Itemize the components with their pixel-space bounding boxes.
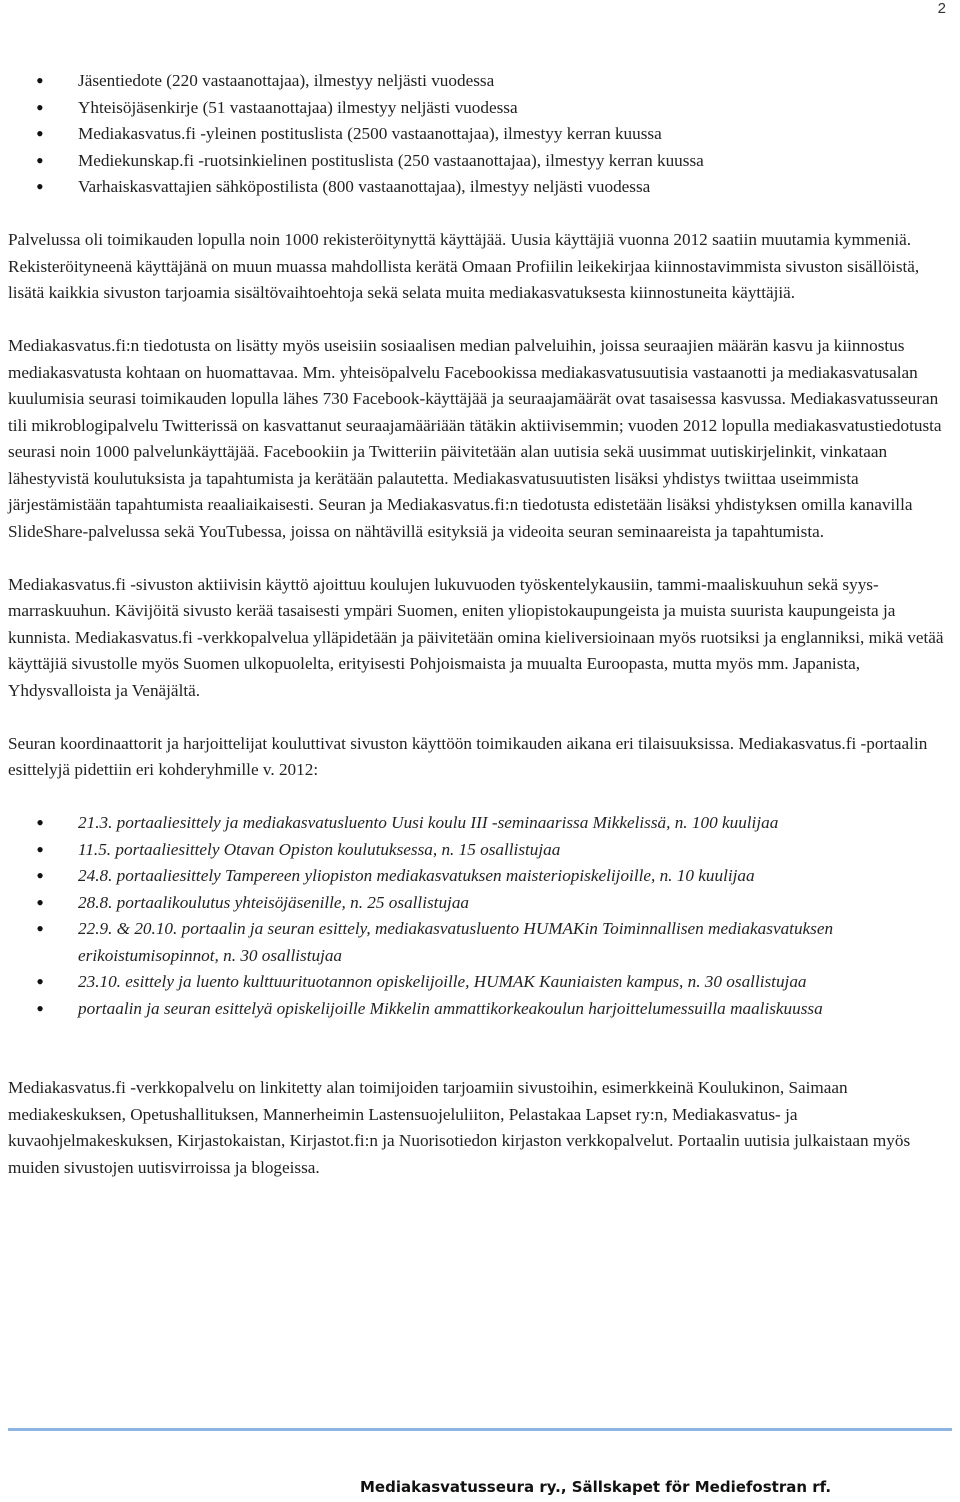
list-item: • Mediakasvatus.fi -yleinen postituslista (2500 vastaanottajaa), ilmestyy kerran kuussa bbox=[8, 121, 952, 148]
footer-organization: Mediakasvatusseura ry., Sällskapet för Mediefostran rf. bbox=[360, 1478, 832, 1496]
list-item: • portaalin ja seuran esittelyä opiskelijoille Mikkelin ammattikorkeakoulun harjoittelumessuilla maaliskuussa bbox=[8, 996, 952, 1023]
list-item: • Yhteisöjäsenkirje (51 vastaanottajaa) ilmestyy neljästi vuodessa bbox=[8, 95, 952, 122]
list-item: • 22.9. & 20.10. portaalin ja seuran esittely, mediakasvatusluento HUMAKin Toiminnallisen mediakasvatuksen erikoistumisopinnot, n. 30 osallistujaa bbox=[8, 916, 952, 969]
page-number: 2 bbox=[937, 0, 946, 17]
document-body bbox=[8, 68, 952, 1181]
paragraph-trainings: Seuran koordinaattorit ja harjoittelijat kouluttivat sivuston käyttöön toimikauden aikana eri tilaisuuksissa. Mediakasvatus.fi -portaalin esittelyjä pidettiin eri kohderyhmille v. 2012: bbox=[8, 733, 928, 779]
list-item: • Mediekunskap.fi -ruotsinkielinen postituslista (250 vastaanottajaa), ilmestyy kerran kuussa bbox=[8, 148, 952, 175]
list-item: • 21.3. portaaliesittely ja mediakasvatusluento Uusi koulu III -seminaarissa Mikkelissä, n. 100 kuulijaa bbox=[8, 810, 952, 837]
list-item: • Varhaiskasvattajien sähköpostilista (800 vastaanottajaa), ilmestyy neljästi vuodessa bbox=[8, 174, 952, 201]
list-item: • Jäsentiedote (220 vastaanottajaa), ilmestyy neljästi vuodessa bbox=[8, 68, 952, 95]
paragraph-registered-users: Palvelussa oli toimikauden lopulla noin 1000 rekisteröitynyttä käyttäjää. Uusia käyttäjiä vuonna 2012 saatiin muutamia kymmeniä. Rekisteröityneenä käyttäjänä on muun muassa mahdollista kerätä Omaan Profiilin leikekirjaa kiinnostavimmista sivuston sisällöistä, lisätä kaikkia sivuston tarjoamia sisältövaihtoehtoja sekä selata muita mediakasvatuksesta kiinnostuneita käyttäjiä. bbox=[8, 230, 920, 302]
list-item: • 24.8. portaaliesittely Tampereen yliopiston mediakasvatuksen maisteriopiskelijoille, n. 10 kuulijaa bbox=[8, 863, 952, 890]
paragraph-social-media: Mediakasvatus.fi:n tiedotusta on lisätty myös useisiin sosiaalisen median palveluihin, joissa seuraajien määrän kasvu ja kiinnostus mediakasvatusta kohtaan on huomattavaa. Mm. yhteisöpalvelu Facebookissa mediakasvatusuutisia vastaanotti ja mediakasvatusalan kuulumisia seurasi toimikauden lopulla lähes 730 Facebook-käyttäjää ja seuraajamäärät ovat tasaisessa kasvussa. Mediakasvatusseuran tili mikroblogipalvelu Twitterissä on kasvattanut seuraajamääriään tätäkin aktiivisemmin; vuoden 2012 lopulla mediakasvatustiedotusta seurasi noin 1000 palvelunkäyttäjää. Facebookiin ja Twitteriin päivitetään alan uutisia sekä uusimmat uutiskirjelinkit, vinkataan lähestyvistä koulutuksista ja tapahtumista ja kerätään palautetta. Mediakasvatusuutisten lisäksi yhdistys twiittaa useimmista järjestämistään tapahtumista reaaliaikaisesti. Seuran ja Mediakasvatus.fi:n tiedotusta edistetään lisäksi yhdistyksen omilla kanavilla SlideShare-palvelussa sekä YouTubessa, joissa on nähtävillä esityksiä ja videoita seuran seminaareista ja tapahtumista. bbox=[8, 336, 942, 541]
paragraph-site-usage: Mediakasvatus.fi -sivuston aktiivisin käyttö ajoittuu koulujen lukuvuoden työskentelykausiin, tammi-maaliskuuhun sekä syys-marraskuuhun. Kävijöitä sivusto kerää tasaisesti ympäri Suomen, eniten yliopistokaupungeista ja muista suurista kaupungeista ja kunnista. Mediakasvatus.fi -verkkopalvelua ylläpidetään ja päivitetään omina kieliversioinaan myös ruotsiksi ja englanniksi, mikä vetää käyttäjiä sivustolle myös Suomen ulkopuolelta, erityisesti Pohjoismaista ja muualta Euroopasta, mutta myös mm. Japanista, Yhdysvalloista ja Venäjältä. bbox=[8, 574, 944, 700]
footer-divider bbox=[8, 1428, 952, 1431]
presentation-list bbox=[8, 810, 952, 1022]
list-item: • 28.8. portaalikoulutus yhteisöjäsenille, n. 25 osallistujaa bbox=[8, 890, 952, 917]
subscriber-list bbox=[8, 68, 952, 201]
paragraph-links: Mediakasvatus.fi -verkkopalvelu on linkitetty alan toimijoiden tarjoamiin sivustoihin, esimerkkeinä Koulukinon, Saimaan mediakeskuksen, Opetushallituksen, Mannerheimin Lastensuojeluliiton, Pelastakaa Lapset ry:n, Mediakasvatus- ja kuvaohjelmakeskuksen, Kirjastokaistan, Kirjastot.fi:n ja Nuorisotiedon kirjaston verkkopalvelut. Portaalin uutisia julkaistaan myös muiden sivustojen uutisvirroissa ja blogeissa. bbox=[8, 1078, 911, 1177]
list-item: • 11.5. portaaliesittely Otavan Opiston koulutuksessa, n. 15 osallistujaa bbox=[8, 837, 952, 864]
list-item: • 23.10. esittely ja luento kulttuurituotannon opiskelijoille, HUMAK Kauniaisten kampus, n. 30 osallistujaa bbox=[8, 969, 952, 996]
